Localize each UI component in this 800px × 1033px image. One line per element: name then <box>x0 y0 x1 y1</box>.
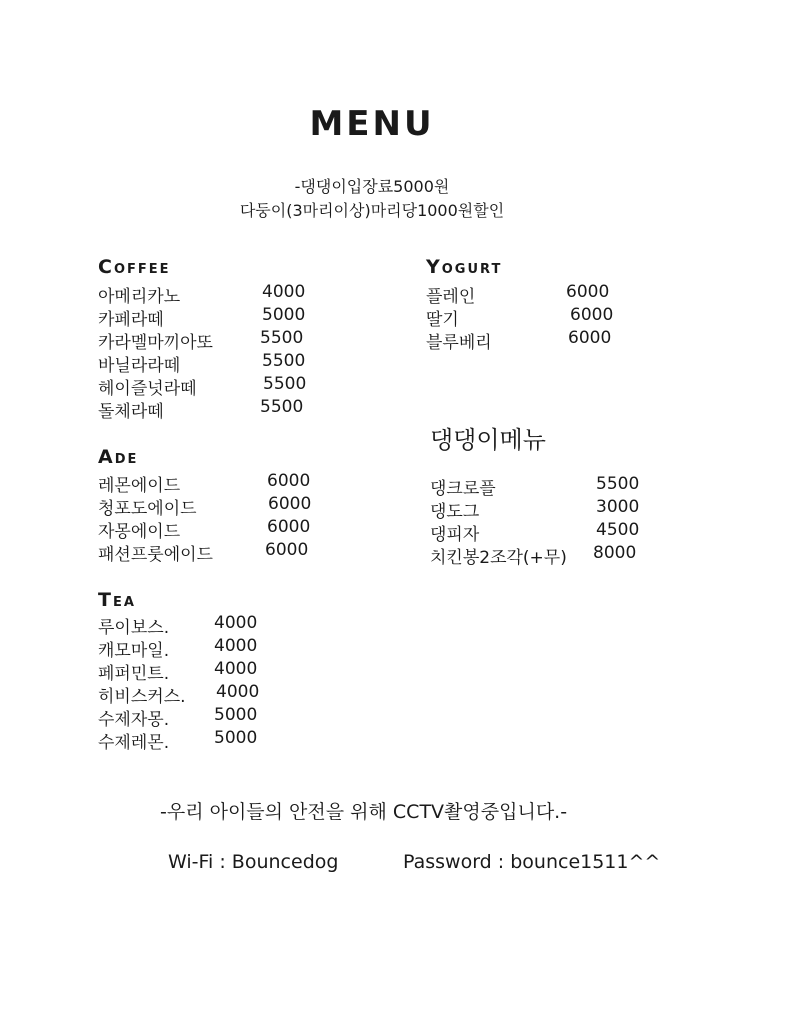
yogurt-heading: Yogurt <box>426 256 503 278</box>
menu-item-name: 루이보스. <box>98 618 170 638</box>
menu-item-name: 카페라떼 <box>98 310 164 330</box>
menu-item-price: 6000 <box>267 471 311 491</box>
menu-item-name: 헤이즐넛라떼 <box>98 379 197 399</box>
menu-item-name: 딸기 <box>426 310 459 330</box>
ade-heading: Ade <box>98 446 139 468</box>
menu-title: MENU <box>309 104 435 144</box>
menu-item-name: 수제레몬. <box>98 733 170 753</box>
menu-item-price: 5000 <box>262 305 306 325</box>
menu-item-name: 아메리카노 <box>98 287 181 307</box>
menu-item-price: 6000 <box>570 305 614 325</box>
cctv-notice: -우리 아이들의 안전을 위해 CCTV촬영중입니다.- <box>160 801 568 823</box>
menu-item-name: 히비스커스. <box>98 687 186 707</box>
menu-item-price: 6000 <box>265 540 309 560</box>
coffee-heading: Coffee <box>98 256 171 278</box>
menu-item-price: 5000 <box>214 705 258 725</box>
menu-item-price: 6000 <box>566 282 610 302</box>
menu-item-price: 6000 <box>268 494 312 514</box>
menu-item-price: 8000 <box>593 543 637 563</box>
menu-item-price: 6000 <box>267 517 311 537</box>
menu-item-price: 5500 <box>260 328 304 348</box>
menu-item-price: 5500 <box>596 474 640 494</box>
tea-heading: Tea <box>98 589 136 611</box>
menu-item-price: 6000 <box>568 328 612 348</box>
menu-item-price: 4000 <box>262 282 306 302</box>
menu-item-name: 댕도그 <box>430 502 480 522</box>
menu-item-name: 패션프룻에이드 <box>98 545 213 565</box>
menu-item-price: 3000 <box>596 497 640 517</box>
menu-item-name: 레몬에이드 <box>98 476 181 496</box>
menu-item-price: 5000 <box>214 728 258 748</box>
menu-item-name: 댕피자 <box>430 525 480 545</box>
menu-item-name: 수제자몽. <box>98 710 170 730</box>
multi-dog-discount-notice: 다둥이(3마리이상)마리당1000원할인 <box>239 201 505 220</box>
menu-item-name: 캐모마일. <box>98 641 170 661</box>
dog-menu-heading: 댕댕이메뉴 <box>430 426 546 454</box>
menu-item-price: 5500 <box>262 351 306 371</box>
menu-item-name: 카라멜마끼아또 <box>98 333 213 353</box>
menu-item-price: 4500 <box>596 520 640 540</box>
menu-item-price: 4000 <box>214 659 258 679</box>
wifi-password: Password : bounce1511^^ <box>403 851 661 873</box>
menu-item-name: 치킨봉2조각(+무) <box>430 548 567 568</box>
menu-item-price: 4000 <box>214 613 258 633</box>
menu-item-name: 블루베리 <box>426 333 492 353</box>
menu-item-name: 자몽에이드 <box>98 522 181 542</box>
wifi-name: Wi-Fi : Bouncedog <box>168 851 339 873</box>
menu-item-price: 5500 <box>263 374 307 394</box>
menu-item-name: 청포도에이드 <box>98 499 197 519</box>
menu-item-price: 4000 <box>216 682 260 702</box>
entry-fee-notice: -댕댕이입장료5000원 <box>294 177 450 196</box>
menu-item-price: 4000 <box>214 636 258 656</box>
menu-item-name: 플레인 <box>426 287 476 307</box>
menu-item-name: 페퍼민트. <box>98 664 170 684</box>
menu-item-price: 5500 <box>260 397 304 417</box>
menu-item-name: 돌체라떼 <box>98 402 164 422</box>
menu-item-name: 바닐라라떼 <box>98 356 181 376</box>
menu-item-name: 댕크로플 <box>430 479 496 499</box>
